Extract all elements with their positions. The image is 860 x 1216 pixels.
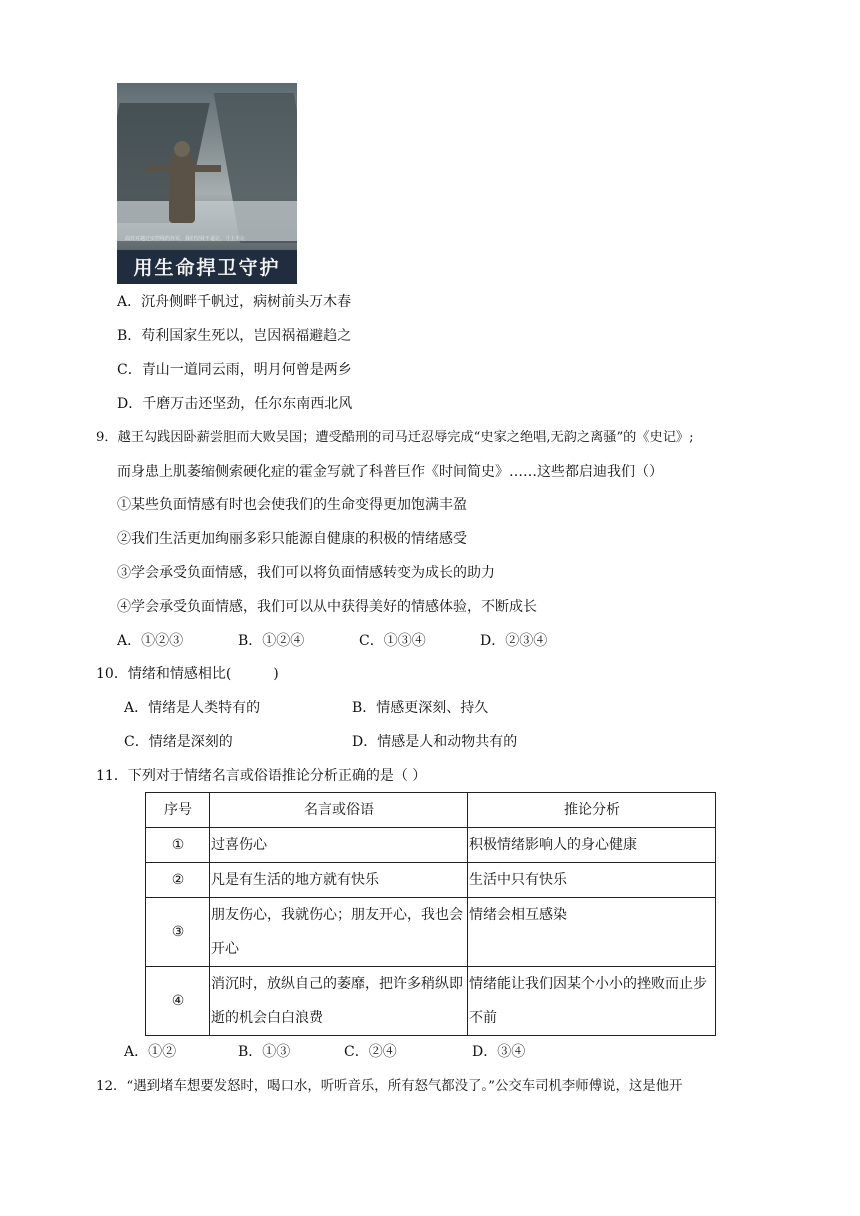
q10-option-b: B．情感更深刻、持久: [352, 700, 489, 716]
illustration-photo: [117, 83, 297, 284]
q11-option-d: D．③④: [472, 1044, 526, 1060]
photo-caption-small: 面对对越过实控线的外军，我们坚持不退让，寸土不让: [125, 236, 246, 242]
q11-stem: 11．下列对于情绪名言或俗语推论分析正确的是（ ）: [96, 768, 427, 784]
q11-option-c: C．②④: [344, 1044, 397, 1060]
q8-option-a: A．沉舟侧畔千帆过，病树前头万木春: [117, 294, 352, 310]
q8-option-b: B．苟利国家生死以，岂因祸福避趋之: [117, 328, 352, 344]
q9-option-d: D．②③④: [480, 633, 548, 649]
q9-stem-line2: 而身患上肌萎缩侧索硬化症的霍金写就了科普巨作《时间简史》……这些都启迪我们（）: [117, 464, 663, 480]
row-analysis: 情绪能让我们因某个小小的挫败而止步不前: [468, 967, 716, 1036]
q10-option-d: D．情感是人和动物共有的: [352, 734, 518, 750]
q10-option-c: C．情绪是深刻的: [124, 734, 233, 750]
header-analysis: 推论分析: [468, 793, 716, 828]
table-row: [146, 863, 716, 898]
q8-option-c: C．青山一道同云雨，明月何曾是两乡: [117, 362, 352, 378]
soldier-figure: [169, 153, 195, 223]
table-row: [146, 828, 716, 863]
q9-stem-line1: 9．越王勾践因卧薪尝胆而大败吴国；遭受酷刑的司马迁忍辱完成“史家之绝唱,无韵之离骚”的《史记》;: [96, 430, 694, 445]
q11-table: [145, 792, 716, 1036]
q11-option-a: A．①②: [124, 1044, 177, 1060]
table-header-row: [146, 793, 716, 828]
row-num: ②: [146, 863, 210, 898]
row-num: ④: [146, 967, 210, 1036]
row-saying: 凡是有生活的地方就有快乐: [210, 863, 468, 898]
q12-stem-line1: 12．“遇到堵车想要发怒时，喝口水，听听音乐，所有怒气都没了。”公交车司机李师傅说，这是他开: [96, 1079, 683, 1094]
row-saying: 消沉时，放纵自己的萎靡，把许多稍纵即逝的机会白白浪费: [210, 967, 468, 1036]
q9-statement-1: ①某些负面情感有时也会使我们的生命变得更加饱满丰盈: [117, 497, 467, 513]
q9-option-c: C．①③④: [359, 633, 426, 649]
row-analysis: 情绪会相互感染: [468, 898, 716, 967]
row-saying: 过喜伤心: [210, 828, 468, 863]
q9-statement-4: ④学会承受负面情感，我们可以从中获得美好的情感体验，不断成长: [117, 599, 537, 615]
header-num: 序号: [146, 793, 210, 828]
q11-option-b: B．①③: [238, 1044, 291, 1060]
q8-option-d: D．千磨万击还坚劲，任尔东南西北风: [117, 396, 353, 412]
q9-statement-2: ②我们生活更加绚丽多彩只能源自健康的积极的情绪感受: [117, 531, 467, 547]
table-row: [146, 967, 716, 1036]
row-analysis: 生活中只有快乐: [468, 863, 716, 898]
q9-option-b: B．①②④: [238, 633, 305, 649]
row-num: ①: [146, 828, 210, 863]
photo-caption-title: 用生命捍卫守护: [133, 257, 281, 279]
q9-statement-3: ③学会承受负面情感，我们可以将负面情感转变为成长的助力: [117, 565, 495, 581]
q10-option-a: A．情绪是人类特有的: [124, 700, 261, 716]
q9-option-a: A．①②③: [117, 633, 184, 649]
soldier-head: [174, 141, 190, 157]
row-saying: 朋友伤心，我就伤心；朋友开心，我也会开心: [210, 898, 468, 967]
row-num: ③: [146, 898, 210, 967]
header-saying: 名言或俗语: [210, 793, 468, 828]
q10-stem: 10．情绪和情感相比( ): [96, 666, 279, 682]
table-row: [146, 898, 716, 967]
row-analysis: 积极情绪影响人的身心健康: [468, 828, 716, 863]
